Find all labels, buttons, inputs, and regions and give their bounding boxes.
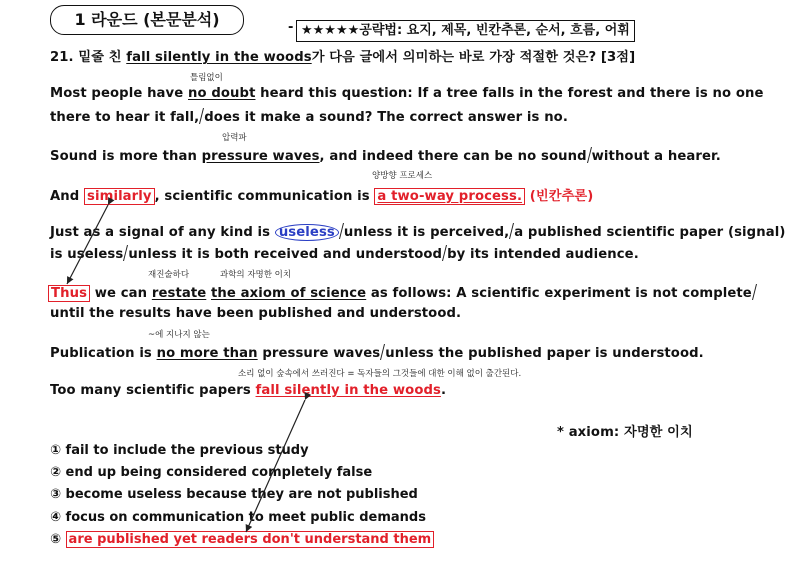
option-text: fail to include the previous study xyxy=(65,443,309,458)
text: Sound is more than xyxy=(50,149,202,164)
arrow-target-to-answer xyxy=(246,400,305,532)
target-phrase-red: fall silently in the woods xyxy=(255,383,441,398)
gloss-pressure-waves: 압력파 xyxy=(222,133,247,143)
gloss-fall-silently: 소리 없이 숲속에서 쓰러진다 = 독자들의 그것들에 대한 이해 없이 출간된다. xyxy=(238,369,522,379)
boxed-word-thus: Thus xyxy=(48,285,90,302)
circled-word-useless: useless xyxy=(275,224,339,241)
arrow-similarly-to-thus xyxy=(67,205,108,284)
underlined-phrase: no more than xyxy=(156,346,258,361)
underlined-phrase: pressure waves xyxy=(201,149,320,164)
text: pressure waves xyxy=(257,346,381,361)
text: does it make a sound? The correct answer is no. xyxy=(204,110,568,125)
text: a published scientific paper (signal) xyxy=(514,225,785,240)
text: heard this question: If a tree falls in the forest and there is no one xyxy=(255,86,764,101)
text: Publication is xyxy=(50,346,157,361)
gloss-no-doubt: 틀림없이 xyxy=(190,73,223,83)
text: by its intended audience. xyxy=(447,247,639,262)
axiom-note: * axiom: 자명한 이치 xyxy=(557,425,693,440)
underlined-restate: restate xyxy=(151,286,207,301)
text: unless the published paper is understood. xyxy=(385,346,704,361)
text: And xyxy=(50,189,85,204)
text: unless it is perceived, xyxy=(343,225,510,240)
header-dash: - xyxy=(288,20,294,35)
text: unless it is both received and understood xyxy=(128,247,443,262)
question-suffix: 가 다음 글에서 의미하는 바로 가장 적절한 것은? [3점] xyxy=(311,50,636,65)
underlined-axiom: the axiom of science xyxy=(211,286,367,301)
option-number: ⑤ xyxy=(50,532,62,547)
gloss-two-way: 양방향 프로세스 xyxy=(372,171,433,181)
option-text-answer: are published yet readers don't understand them xyxy=(66,531,435,548)
option-text: focus on communication to meet public demands xyxy=(65,510,426,525)
gloss-no-more-than: ~에 지나지 않는 xyxy=(148,330,210,340)
text: . xyxy=(440,383,447,398)
option-number: ③ xyxy=(50,487,62,502)
text: Too many scientific papers xyxy=(50,383,256,398)
text: until the results have been published and understood. xyxy=(50,306,462,321)
chunk-slash xyxy=(752,284,757,300)
boxed-answer-two-way: a two-way process. xyxy=(374,188,525,205)
round-title: 1 라운드 (본문분석) xyxy=(50,5,244,35)
strategy-box: ★★★★★공략법: 요지, 제목, 빈칸추론, 순서, 흐름, 어휘 xyxy=(296,20,635,42)
text: , and indeed there can be no sound xyxy=(319,149,587,164)
text: Just as a signal of any kind is xyxy=(50,225,275,240)
boxed-word-similarly: similarly xyxy=(84,188,155,205)
gloss-restate: 재진술하다 xyxy=(148,270,190,280)
text: is useless xyxy=(50,247,124,262)
text: as follows: A scientific experiment is not complete xyxy=(366,286,752,301)
text: we can xyxy=(90,286,152,301)
option-text: end up being considered completely false xyxy=(65,465,373,480)
underlined-phrase: no doubt xyxy=(188,86,256,101)
option-text: become useless because they are not published xyxy=(65,487,418,502)
question-target: fall silently in the woods xyxy=(126,50,312,65)
blank-tag: (빈칸추론) xyxy=(529,189,594,204)
question-prefix: 21. 밑줄 친 xyxy=(50,50,127,65)
gloss-axiom: 과학의 자명한 이치 xyxy=(220,270,292,280)
text: without a hearer. xyxy=(591,149,721,164)
text: , scientific communication is xyxy=(154,189,375,204)
arrow-useless-to-useless xyxy=(86,240,282,257)
option-number: ② xyxy=(50,465,62,480)
text: there to hear it fall, xyxy=(50,110,200,125)
option-number: ① xyxy=(50,443,62,458)
text: Most people have xyxy=(50,86,188,101)
option-number: ④ xyxy=(50,510,62,525)
